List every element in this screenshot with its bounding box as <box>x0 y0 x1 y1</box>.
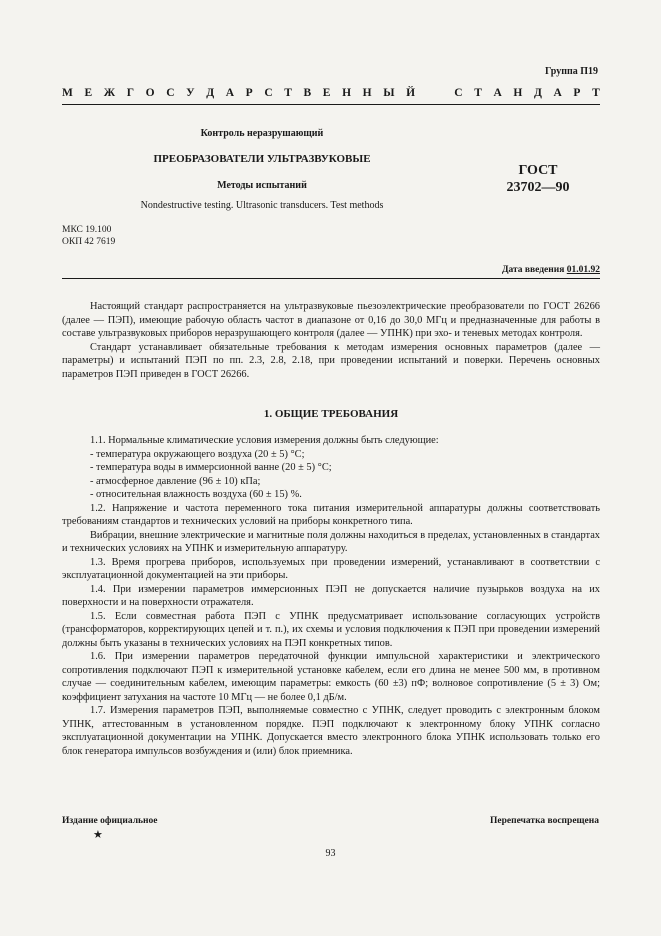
banner-letter: Т <box>284 87 292 99</box>
classification-codes <box>62 224 115 248</box>
banner-letter: О <box>145 87 155 99</box>
banner-letter: Г <box>126 87 135 99</box>
document-subtitle: Методы испытаний <box>217 180 307 191</box>
banner-letter: В <box>303 87 312 99</box>
document-title: ПРЕОБРАЗОВАТЕЛИ УЛЬТРАЗВУКОВЫЕ <box>153 153 371 165</box>
gost-label: ГОСТ <box>518 163 558 178</box>
paragraph: 1.7. Измерения параметров ПЭП, выполняемые совместно с УПНК, следует проводить с электронным блоком УПНК, аттестованным в установленном порядке. ПЭП подключают к электронному блоку УПНК согласно эксплуатационной документации на УПНК. Допускается вместо электронного блока УПНК использовать только его блок генератора импульсов возбуждения и (или) блок приемника. <box>62 705 600 757</box>
paragraph: 1.5. Если совместная работа ПЭП с УПНК предусматривает использование согласующих устройств (трансформаторов, корректирующих цепей и т. п.), их схемы и условия подключения к ПЭП при проведении измерений должны быть указаны в технических условиях на ПЭП конкретных типов. <box>62 610 600 649</box>
paragraph: 1.1. Нормальные климатические условия измерения должны быть следующие: <box>90 435 439 446</box>
mks-code: МКС 19.100 <box>62 225 112 235</box>
banner-letter: Е <box>322 87 331 99</box>
english-title: Nondestructive testing. Ultrasonic transducers. Test methods <box>140 200 384 211</box>
reprint-prohibited-label: Перепечатка воспрещена <box>489 816 599 826</box>
list-item: - температура воды в иммерсионной ванне (20 ± 5) °С; <box>90 462 332 473</box>
banner-letter: Т <box>474 87 482 99</box>
paragraph: 1.6. При измерении параметров передаточной функции импульсной характеристики и электрического сопротивления подключают ПЭП к измерительной установке кабелем, если его длина не менее 500 мм, в противном случае — соединительным кабелем, имеющим параметры: емкость (60 ±3) пФ; волновое сопротивление (5 ± 3) Ом; коэффициент затухания на частоте 10 МГц — не более 0,1 дБ/м. <box>62 651 600 703</box>
intro-text <box>62 300 600 381</box>
standard-banner <box>62 87 600 99</box>
section-heading: 1. ОБЩИЕ ТРЕБОВАНИЯ <box>263 408 399 420</box>
list-item: - относительная влажность воздуха (60 ± 15) %. <box>90 489 302 500</box>
paragraph: Вибрации, внешние электрические и магнитные поля должны находиться в пределах, установленных в стандартах и технических условиях на УПНК и измерительную аппаратуру. <box>62 529 600 554</box>
banner-letter: С <box>166 87 175 99</box>
intro-paragraph: Настоящий стандарт распространяется на ультразвуковые пьезоэлектрические преобразователи по ГОСТ 26266 (далее — ПЭП), имеющие рабочую область частот в диапазоне от 0,16 до 30,0 МГц и предназначенные для работы в составе ультразвуковых приборов неразрушающего контроля (далее — УПНК) при эхо- и теневых методах контроля. <box>62 301 600 339</box>
banner-letter: Д <box>206 87 215 99</box>
banner-letter: Й <box>406 87 416 99</box>
banner-letter: А <box>553 87 562 99</box>
banner-letter: А <box>493 87 502 99</box>
page-number: 93 <box>325 848 336 859</box>
banner-letter: А <box>225 87 235 99</box>
banner-letter: Н <box>362 87 372 99</box>
effective-date-label: Дата введения <box>501 265 567 275</box>
intro-paragraph: Стандарт устанавливает обязательные требования к методам измерения основных параметров (далее — параметры) и испытаний ПЭП по пп. 2.3, 2.8, 2.18, при проведении испытаний и поверки. Перечень основных параметров ПЭП приведен в ГОСТ 26266. <box>62 341 600 380</box>
banner-letter: Ы <box>383 87 395 99</box>
banner-letter: Р <box>573 87 581 99</box>
top-divider <box>62 104 600 105</box>
effective-date <box>502 265 600 275</box>
paragraph: 1.3. Время прогрева приборов, используемых при проведении измерений, устанавливают в соответствии с эксплуатационной документацией на эти приборы. <box>62 556 600 581</box>
banner-letter: Н <box>513 87 523 99</box>
star-icon: ★ <box>93 829 103 841</box>
banner-letter: Р <box>245 87 253 99</box>
gost-number: 23702—90 <box>506 180 570 195</box>
paragraph: 1.4. При измерении параметров иммерсионных ПЭП не допускается наличие пузырьков воздуха на их поверхности и на поверхности отражателя. <box>62 583 600 608</box>
banner-letter: Е <box>84 87 93 99</box>
okp-code: ОКП 42 7619 <box>62 237 116 247</box>
category-heading: Контроль неразрушающий <box>200 128 324 139</box>
banner-letter: М <box>62 87 73 99</box>
list-item: - температура окружающего воздуха (20 ± 5) °С; <box>90 448 305 460</box>
banner-letter: У <box>186 87 195 99</box>
group-label: Группа П19 <box>545 66 598 77</box>
banner-letter: С <box>454 87 463 99</box>
banner-gap <box>427 87 443 99</box>
list-item: - атмосферное давление (96 ± 10) кПа; <box>90 475 261 487</box>
banner-letter: Ж <box>103 87 116 99</box>
date-divider <box>62 278 600 279</box>
banner-letter: Н <box>342 87 352 99</box>
banner-letter: Д <box>533 87 542 99</box>
official-edition-label: Издание официальное <box>62 816 158 826</box>
banner-letter: Т <box>592 87 600 99</box>
banner-letter: С <box>264 87 273 99</box>
paragraph: 1.2. Напряжение и частота переменного тока питания измерительной аппаратуры должны соответствовать требованиям стандартов и технических условий на приборы конкретного типа. <box>62 502 600 527</box>
effective-date-value: 01.01.92 <box>566 265 600 275</box>
section-body <box>62 434 600 758</box>
